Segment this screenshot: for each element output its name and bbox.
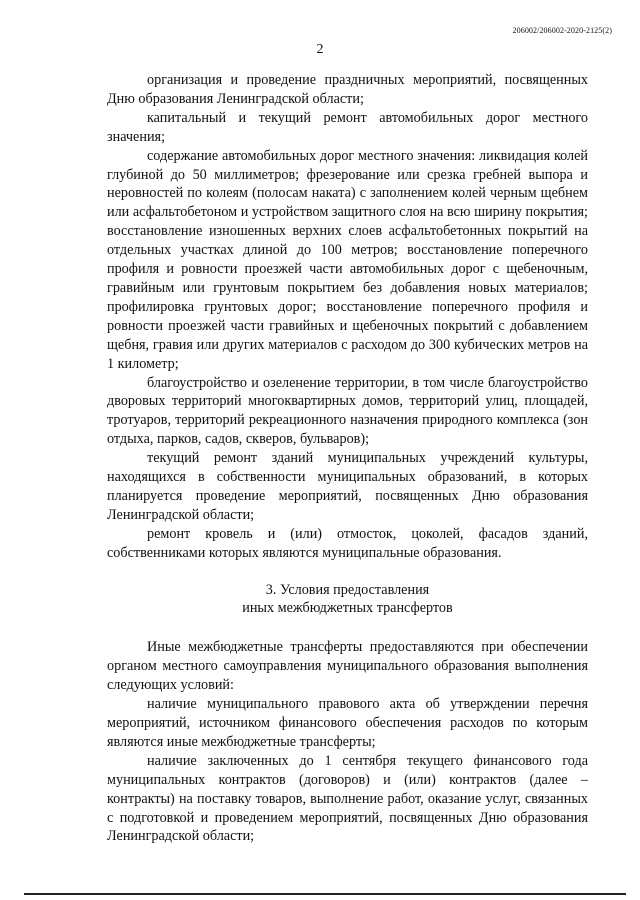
paragraph: содержание автомобильных дорог местного значения: ликвидация колей глубиной до 50 миллиметров; фрезерование или срезка гребней выпора и неровностей по колеям (полосам наката) с заполнением колей черным щебнем или асфальтобетоном и устройством защитного слоя на всю ширину покрытия; восстановление изношенных верхних слоев асфальтобетонных покрытий на отдельных участках длиной до 100 метров; восстановление поперечного профиля и ровности проезжей части автомобильных дорог с щебеночным, гравийным или грунтовым покрытием без добавления новых материалов; профилировка грунтовых дорог; восстановление поперечного профиля и ровности проезжей части гравийных и щебеночных покрытий с добавлением щебня, гравия или других материалов с расходом до 300 кубических метров на 1 километр; <box>107 147 588 372</box>
paragraph: капитальный и текущий ремонт автомобильных дорог местного значения; <box>107 109 588 145</box>
paragraph: Иные межбюджетные трансферты предоставляются при обеспечении органом местного самоуправления муниципального образования выполнения следующих условий: <box>107 639 588 694</box>
section-heading <box>107 581 588 619</box>
paragraph: благоустройство и озеленение территории, в том числе благоустройство дворовых территорий многоквартирных домов, территорий улиц, площадей, тротуаров, территорий рекреационного назначения природного комплекса (зон отдыха, парков, садов, скверов, бульваров); <box>107 374 588 448</box>
document-body <box>107 71 588 846</box>
bottom-rule <box>24 893 626 895</box>
paragraph: организация и проведение праздничных мероприятий, посвященных Дню образования Ленинградской области; <box>107 72 588 107</box>
page-number: 2 <box>316 42 324 57</box>
paragraph: наличие заключенных до 1 сентября текущего финансового года муниципальных контрактов (договоров) и (или) контрактов (далее – контракты) на поставку товаров, выполнение работ, оказание услуг, связанных с подготовкой и проведением мероприятий, посвященных Дню образования Ленинградской области; <box>107 752 588 845</box>
paragraph: наличие муниципального правового акта об утверждении перечня мероприятий, источником финансового обеспечения расходов по которым являются иные межбюджетные трансферты; <box>107 696 588 750</box>
section-heading-line-1: 3. Условия предоставления <box>265 581 430 598</box>
section-heading-line-2: иных межбюджетных трансфертов <box>242 600 453 617</box>
paragraph: текущий ремонт зданий муниципальных учреждений культуры, находящихся в собственности муниципальных образований, в которых планируется проведение мероприятий, посвященных Дню образования Ленинградской области; <box>107 450 588 523</box>
paragraph: ремонт кровель и (или) отмосток, цоколей, фасадов зданий, собственниками которых являются муниципальные образования. <box>107 525 588 561</box>
document-id: 206002/206002-2020-2125(2) <box>512 26 612 35</box>
